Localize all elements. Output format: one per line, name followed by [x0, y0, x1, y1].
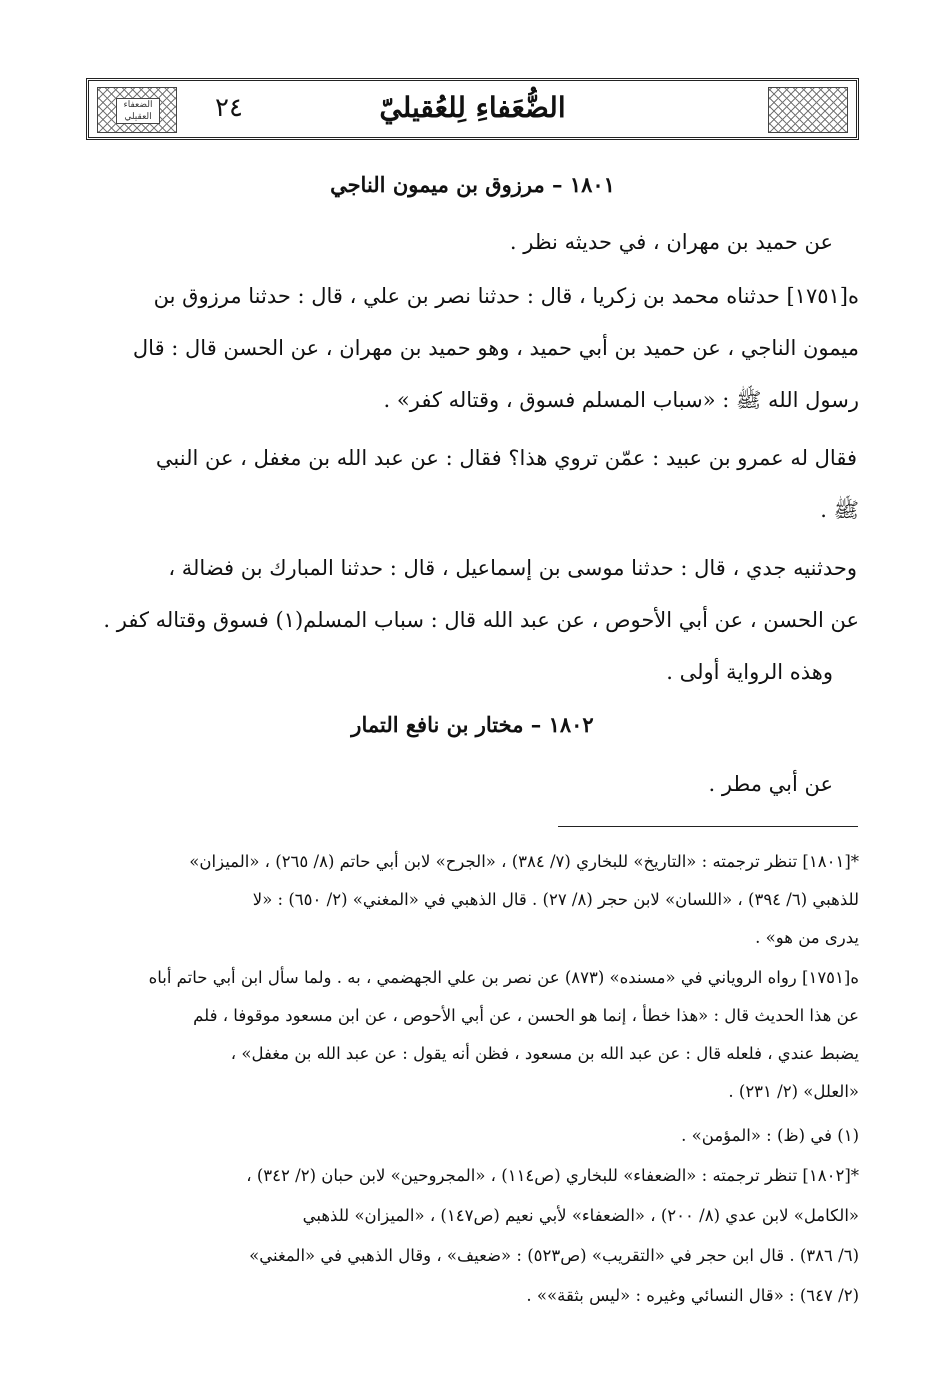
footnote-line: (٢/ ٦٤٧) : «قال النسائي وغيره : «ليس بثقة»» .	[526, 1286, 859, 1305]
footnote-line: *[١٨٠٢] تنظر ترجمته : «الضعفاء» للبخاري (ص١١٤) ، «المجروحين» لابن حبان (٢/ ٣٤٢) ،	[246, 1166, 859, 1185]
footnote-line: ه[١٧٥١] رواه الروياني في «مسنده» (٨٧٣) عن نصر بن علي الجهضمي ، به . ولما سأل ابن أبي حاتم أباه	[148, 968, 859, 987]
book-title: الضُّعَفاءِ لِلعُقيليّ	[379, 91, 566, 124]
footnote-line: للذهبي (٦/ ٣٩٤) ، «اللسان» لابن حجر (٨/ ٢٧) . قال الذهبي في «المغني» (٢/ ٦٥٠) : «لا	[252, 890, 859, 909]
page-number: ٢٤	[215, 93, 243, 123]
body-line: وهذه الرواية أولى .	[666, 660, 833, 684]
footnote-line: *[١٨٠١] تنظر ترجمته : «التاريخ» للبخاري (٧/ ٣٨٤) ، «الجرح» لابن أبي حاتم (٨/ ٢٦٥) ، «الميزان»	[189, 852, 859, 871]
footnote-line: (١) في (ظ) : «المؤمن» .	[681, 1126, 859, 1145]
body-line: عن أبي مطر .	[708, 772, 833, 796]
footnote-divider	[558, 826, 858, 827]
entry-title-1801: ١٨٠١ – مرزوق بن ميمون الناجي	[330, 172, 615, 197]
body-line: ه[١٧٥١] حدثناه محمد بن زكريا ، قال : حدثنا نصر بن علي ، قال : حدثنا مرزوق بن	[153, 284, 859, 308]
body-line: عن حميد بن مهران ، في حديثه نظر .	[509, 230, 833, 254]
body-line: وحدثنيه جدي ، قال : حدثنا موسى بن إسماعيل ، قال : حدثنا المبارك بن فضالة ،	[168, 556, 857, 580]
footnote-line: (٦/ ٣٨٦) . قال ابن حجر في «التقريب» (ص٥٢٣) : «ضعيف» ، وقال الذهبي في «المغني»	[249, 1246, 859, 1265]
footnote-line: «العلل» (٢/ ٢٣١) .	[728, 1082, 859, 1101]
footnote-line: عن هذا الحديث قال : «هذا خطأ ، إنما هو الحسن ، عن أبي الأحوص ، عن ابن مسعود موقوفا ، فلم	[193, 1006, 859, 1025]
header-ornament-left	[97, 87, 177, 133]
running-header	[86, 78, 859, 140]
body-line: ميمون الناجي ، عن حميد بن أبي حميد ، وهو حميد بن مهران ، عن الحسن قال : قال	[132, 336, 859, 360]
body-line: رسول الله ﷺ : «سباب المسلم فسوق ، وقتاله كفر» .	[383, 388, 859, 412]
ornament-label: الضعفاء العقيلي	[116, 98, 160, 124]
header-ornament-right	[768, 87, 848, 133]
body-line: عن الحسن ، عن أبي الأحوص ، عن عبد الله قال : سباب المسلم(١) فسوق وقتاله كفر .	[103, 608, 859, 632]
footnote-line: يدرى من هو» .	[755, 928, 859, 947]
footnote-line: «الكامل» لابن عدي (٨/ ٢٠٠) ، «الضعفاء» لأبي نعيم (ص١٤٧) ، «الميزان» للذهبي	[302, 1206, 859, 1225]
body-line: ﷺ .	[820, 498, 859, 522]
body-line: فقال له عمرو بن عبيد : عمّن تروي هذا؟ فقال : عن عبد الله بن مغفل ، عن النبي	[155, 446, 857, 470]
entry-title-1802: ١٨٠٢ – مختار بن نافع التمار	[351, 712, 594, 737]
footnote-line: يضبط عندي ، فلعله قال : عن عبد الله بن مسعود ، فظن أنه يقول : عن عبد الله بن مغفل» ،	[230, 1044, 859, 1063]
